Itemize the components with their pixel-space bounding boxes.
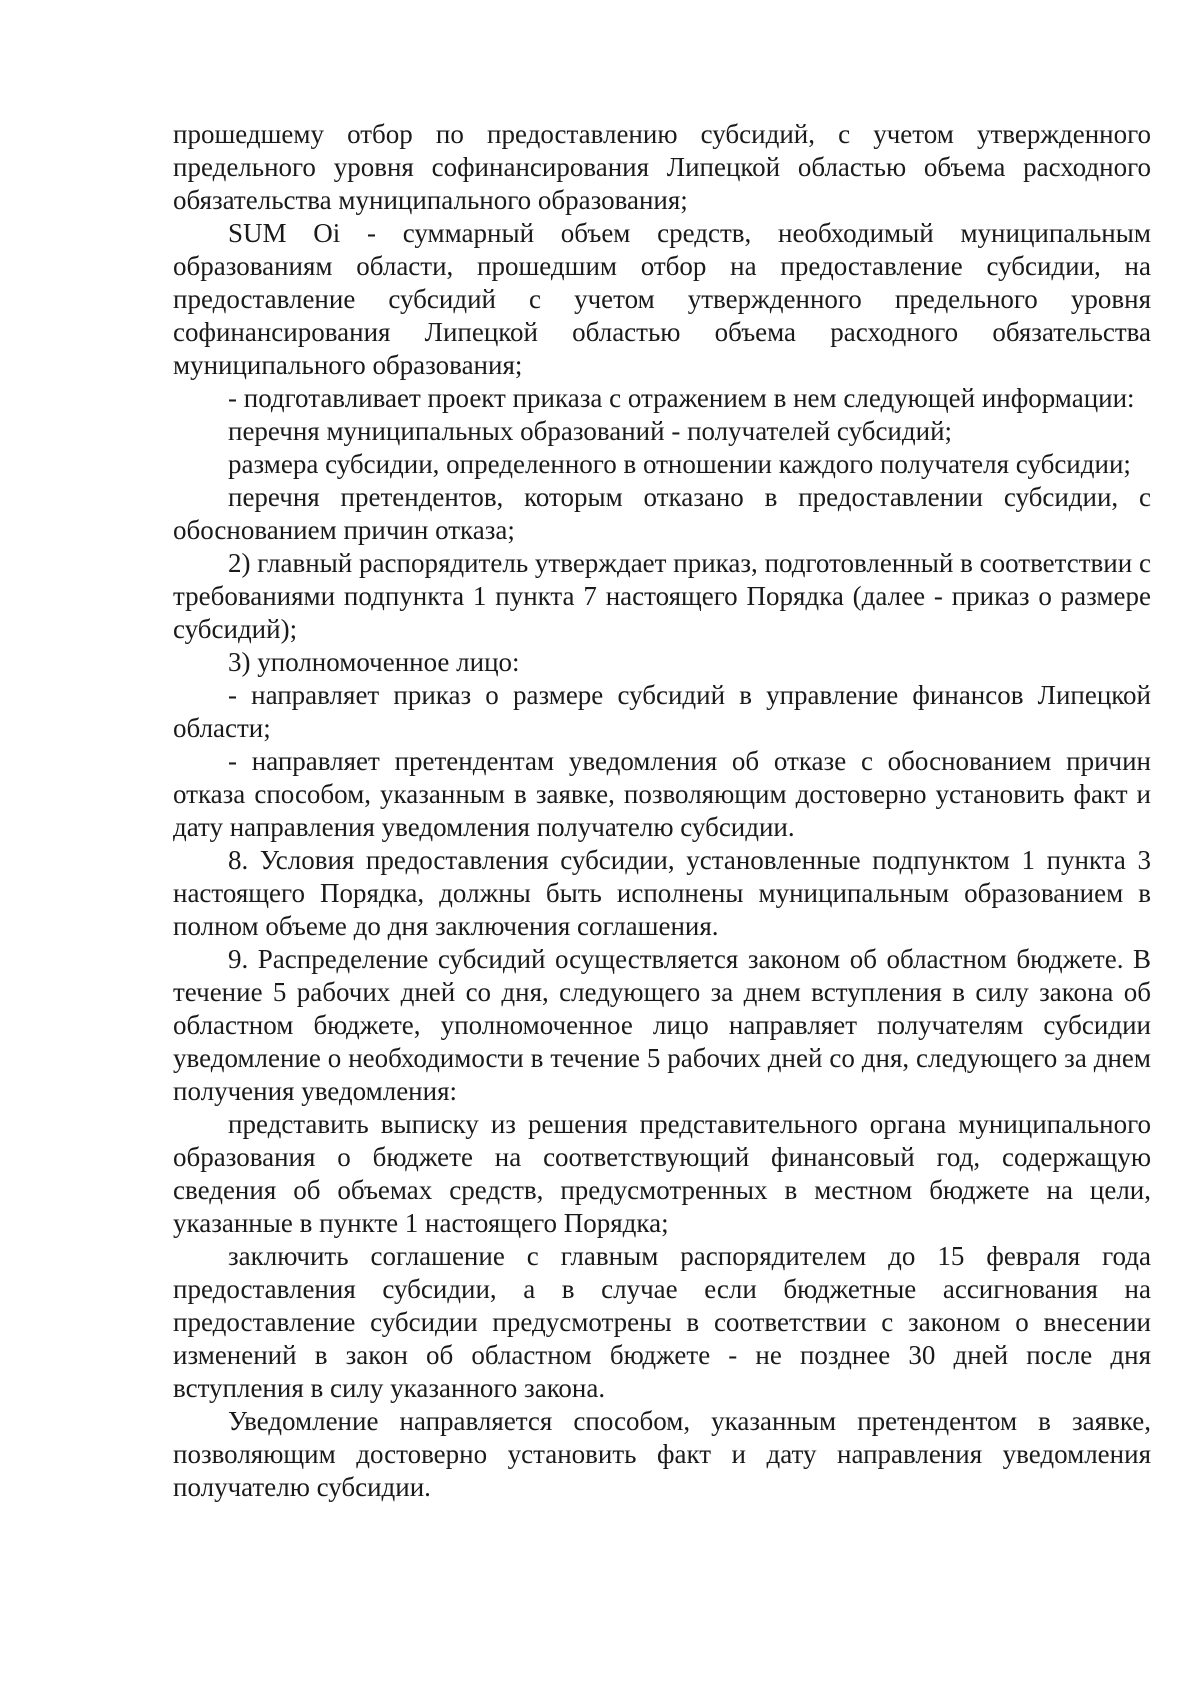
paragraph-submit-extract: представить выписку из решения представительного органа муниципального образования о бюджете на соответствующий финансовый год, содержащую сведения об объемах средств, предусмотренных в местном бюджете на цели, указанные в пункте 1 настоящего Порядка; xyxy=(173,1109,1151,1238)
paragraph-list-municipalities: перечня муниципальных образований - получателей субсидий; xyxy=(228,416,953,446)
paragraph-rejected-list: перечня претендентов, которым отказано в предоставлении субсидии, с обоснованием причин отказа; xyxy=(173,482,1151,545)
paragraph-item-3: 3) уполномоченное лицо: xyxy=(228,647,520,677)
document-page xyxy=(173,118,1151,1504)
paragraph-notice-method: Уведомление направляется способом, указанным претендентом в заявке, позволяющим достоверно установить факт и дату направления уведомления получателю субсидии. xyxy=(173,1406,1151,1502)
paragraph-subsidy-size: размера субсидии, определенного в отношении каждого получателя субсидии; xyxy=(228,449,1131,479)
paragraph-prepares-order: - подготавливает проект приказа с отражением в нем следующей информации: xyxy=(228,383,1135,413)
paragraph-sum-definition: SUM Oi - суммарный объем средств, необходимый муниципальным образованиям области, прошедшим отбор на предоставление субсидии, на предоставление субсидий с учетом утвержденного предельного уровня софинансирования Липецкой областью объема расходного обязательства муниципального образования; xyxy=(173,218,1151,380)
paragraph-item-9: 9. Распределение субсидий осуществляется законом об областном бюджете. В течение 5 рабочих дней со дня, следующего за днем вступления в силу закона об областном бюджете, уполномоченное лицо направляет получателям субсидии уведомление о необходимости в течение 5 рабочих дней со дня, следующего за днем получения уведомления: xyxy=(173,944,1151,1106)
paragraph-sends-order: - направляет приказ о размере субсидий в управление финансов Липецкой области; xyxy=(173,680,1151,743)
paragraph-item-8: 8. Условия предоставления субсидии, установленные подпунктом 1 пункта 3 настоящего Порядка, должны быть исполнены муниципальным образованием в полном объеме до дня заключения соглашения. xyxy=(173,845,1151,941)
paragraph-conclude-agreement: заключить соглашение с главным распорядителем до 15 февраля года предоставления субсидии, а в случае если бюджетные ассигнования на предоставление субсидии предусмотрены в соответствии с законом о внесении изменений в закон об областном бюджете - не позднее 30 дней после дня вступления в силу указанного закона. xyxy=(173,1241,1151,1403)
paragraph-item-2: 2) главный распорядитель утверждает приказ, подготовленный в соответствии с требованиями подпункта 1 пункта 7 настоящего Порядка (далее - приказ о размере субсидий); xyxy=(173,548,1151,644)
paragraph-continuation: прошедшему отбор по предоставлению субсидий, с учетом утвержденного предельного уровня софинансирования Липецкой областью объема расходного обязательства муниципального образования; xyxy=(173,119,1151,215)
paragraph-sends-notice: - направляет претендентам уведомления об отказе с обоснованием причин отказа способом, указанным в заявке, позволяющим достоверно установить факт и дату направления уведомления получателю субсидии. xyxy=(173,746,1151,842)
